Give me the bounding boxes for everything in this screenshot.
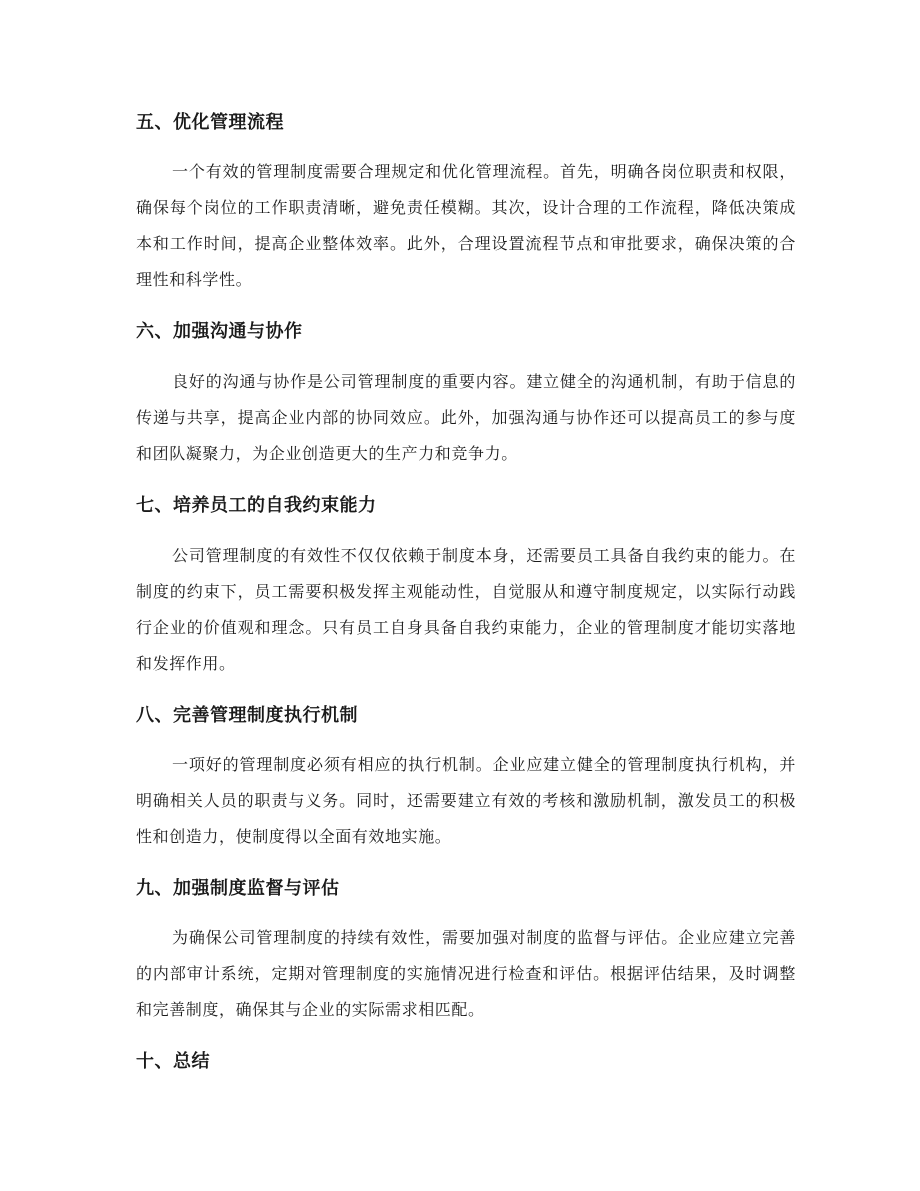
section-heading-9: 九、加强制度监督与评估	[136, 878, 340, 899]
section-paragraph-6: 良好的沟通与协作是公司管理制度的重要内容。建立健全的沟通机制，有助于信息的传递与共享，提高企业内部的协同效应。此外，加强沟通与协作还可以提高员工的参与度和团队凝聚力，为企业创造更大的生产力和竞争力。	[136, 372, 796, 463]
section-paragraph-7: 公司管理制度的有效性不仅仅依赖于制度本身，还需要员工具备自我约束的能力。在制度的约束下，员工需要积极发挥主观能动性，自觉服从和遵守制度规定，以实际行动践行企业的价值观和理念。只有员工自身具备自我约束能力，企业的管理制度才能切实落地和发挥作用。	[136, 546, 796, 673]
section-paragraph-5: 一个有效的管理制度需要合理规定和优化管理流程。首先，明确各岗位职责和权限，确保每个岗位的工作职责清晰，避免责任模糊。其次，设计合理的工作流程，降低决策成本和工作时间，提高企业整体效率。此外，合理设置流程节点和审批要求，确保决策的合理性和科学性。	[136, 162, 796, 289]
section-paragraph-9: 为确保公司管理制度的持续有效性，需要加强对制度的监督与评估。企业应建立完善的内部审计系统，定期对管理制度的实施情况进行检查和评估。根据评估结果，及时调整和完善制度，确保其与企业的实际需求相匹配。	[136, 928, 796, 1019]
section-heading-7: 七、培养员工的自我约束能力	[136, 495, 377, 516]
section-heading-8: 八、完善管理制度执行机制	[136, 705, 358, 726]
section-paragraph-8: 一项好的管理制度必须有相应的执行机制。企业应建立健全的管理制度执行机构，并明确相关人员的职责与义务。同时，还需要建立有效的考核和激励机制，激发员工的积极性和创造力，使制度得以全面有效地实施。	[136, 755, 796, 846]
section-heading-6: 六、加强沟通与协作	[136, 321, 303, 342]
section-heading-10: 十、总结	[136, 1051, 210, 1072]
section-heading-5: 五、优化管理流程	[136, 112, 284, 133]
